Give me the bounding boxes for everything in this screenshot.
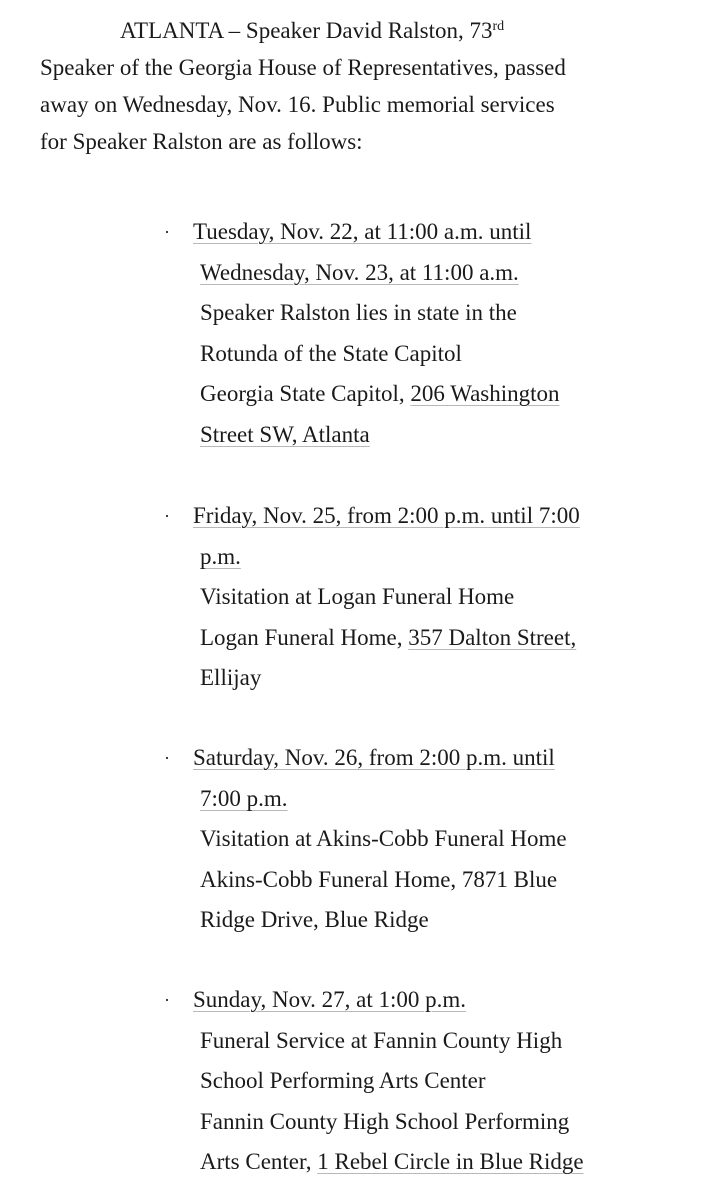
bullet-icon: · [164, 990, 170, 1010]
intro-line-3: away on Wednesday, Nov. 16. Public memorial services [40, 92, 555, 117]
event-address: Georgia State Capitol, 206 Washington [200, 381, 560, 406]
event-description: Visitation at Logan Funeral Home [200, 584, 515, 609]
intro-paragraph [40, 12, 680, 160]
bullet-icon: · [164, 506, 170, 526]
address-link[interactable]: 1 Rebel Circle in Blue Ridge [317, 1149, 584, 1174]
event-date[interactable]: Sunday, Nov. 27, at 1:00 p.m. [193, 987, 467, 1012]
event-description: Visitation at Akins-Cobb Funeral Home [200, 826, 567, 851]
event-date[interactable]: Friday, Nov. 25, from 2:00 p.m. until 7:00 [193, 503, 580, 528]
event-address: Logan Funeral Home, 357 Dalton Street, [200, 624, 577, 650]
event-date-continued[interactable]: 7:00 p.m. [200, 785, 288, 811]
event-address: Fannin County High School Performing [200, 1108, 570, 1134]
event-date-continued[interactable]: p.m. [200, 543, 241, 569]
event-date[interactable]: Saturday, Nov. 26, from 2:00 p.m. until [193, 745, 555, 770]
event-address-continued: Ridge Drive, Blue Ridge [200, 907, 429, 932]
event-address: Akins-Cobb Funeral Home, 7871 Blue [200, 866, 558, 892]
ordinal-suffix: rd [492, 19, 505, 34]
intro-line-1: ATLANTA – Speaker David Ralston, 73rd [120, 18, 505, 43]
address-link-continued[interactable]: Street SW, Atlanta [200, 421, 370, 447]
event-description-continued: School Performing Arts Center [200, 1068, 486, 1093]
intro-line-4: for Speaker Ralston are as follows: [40, 129, 363, 154]
event-address-continued [193, 415, 683, 456]
address-link[interactable]: 206 Washington [410, 381, 560, 406]
event-address-continued: Arts Center, 1 Rebel Circle in Blue Ridge [200, 1149, 584, 1174]
bullet-icon: · [164, 748, 170, 768]
intro-line-2: Speaker of the Georgia House of Representatives, passed [40, 55, 566, 80]
event-address-continued: Ellijay [200, 665, 262, 690]
event-description-continued: Rotunda of the State Capitol [200, 340, 462, 366]
event-description: Speaker Ralston lies in state in the [200, 300, 517, 325]
address-link[interactable]: 357 Dalton Street, [408, 624, 577, 650]
bullet-icon: · [164, 222, 170, 242]
event-date[interactable]: Tuesday, Nov. 22, at 11:00 a.m. until [193, 219, 532, 244]
event-description: Funeral Service at Fannin County High [200, 1027, 563, 1053]
event-date-continued[interactable]: Wednesday, Nov. 23, at 11:00 a.m. [200, 259, 519, 285]
